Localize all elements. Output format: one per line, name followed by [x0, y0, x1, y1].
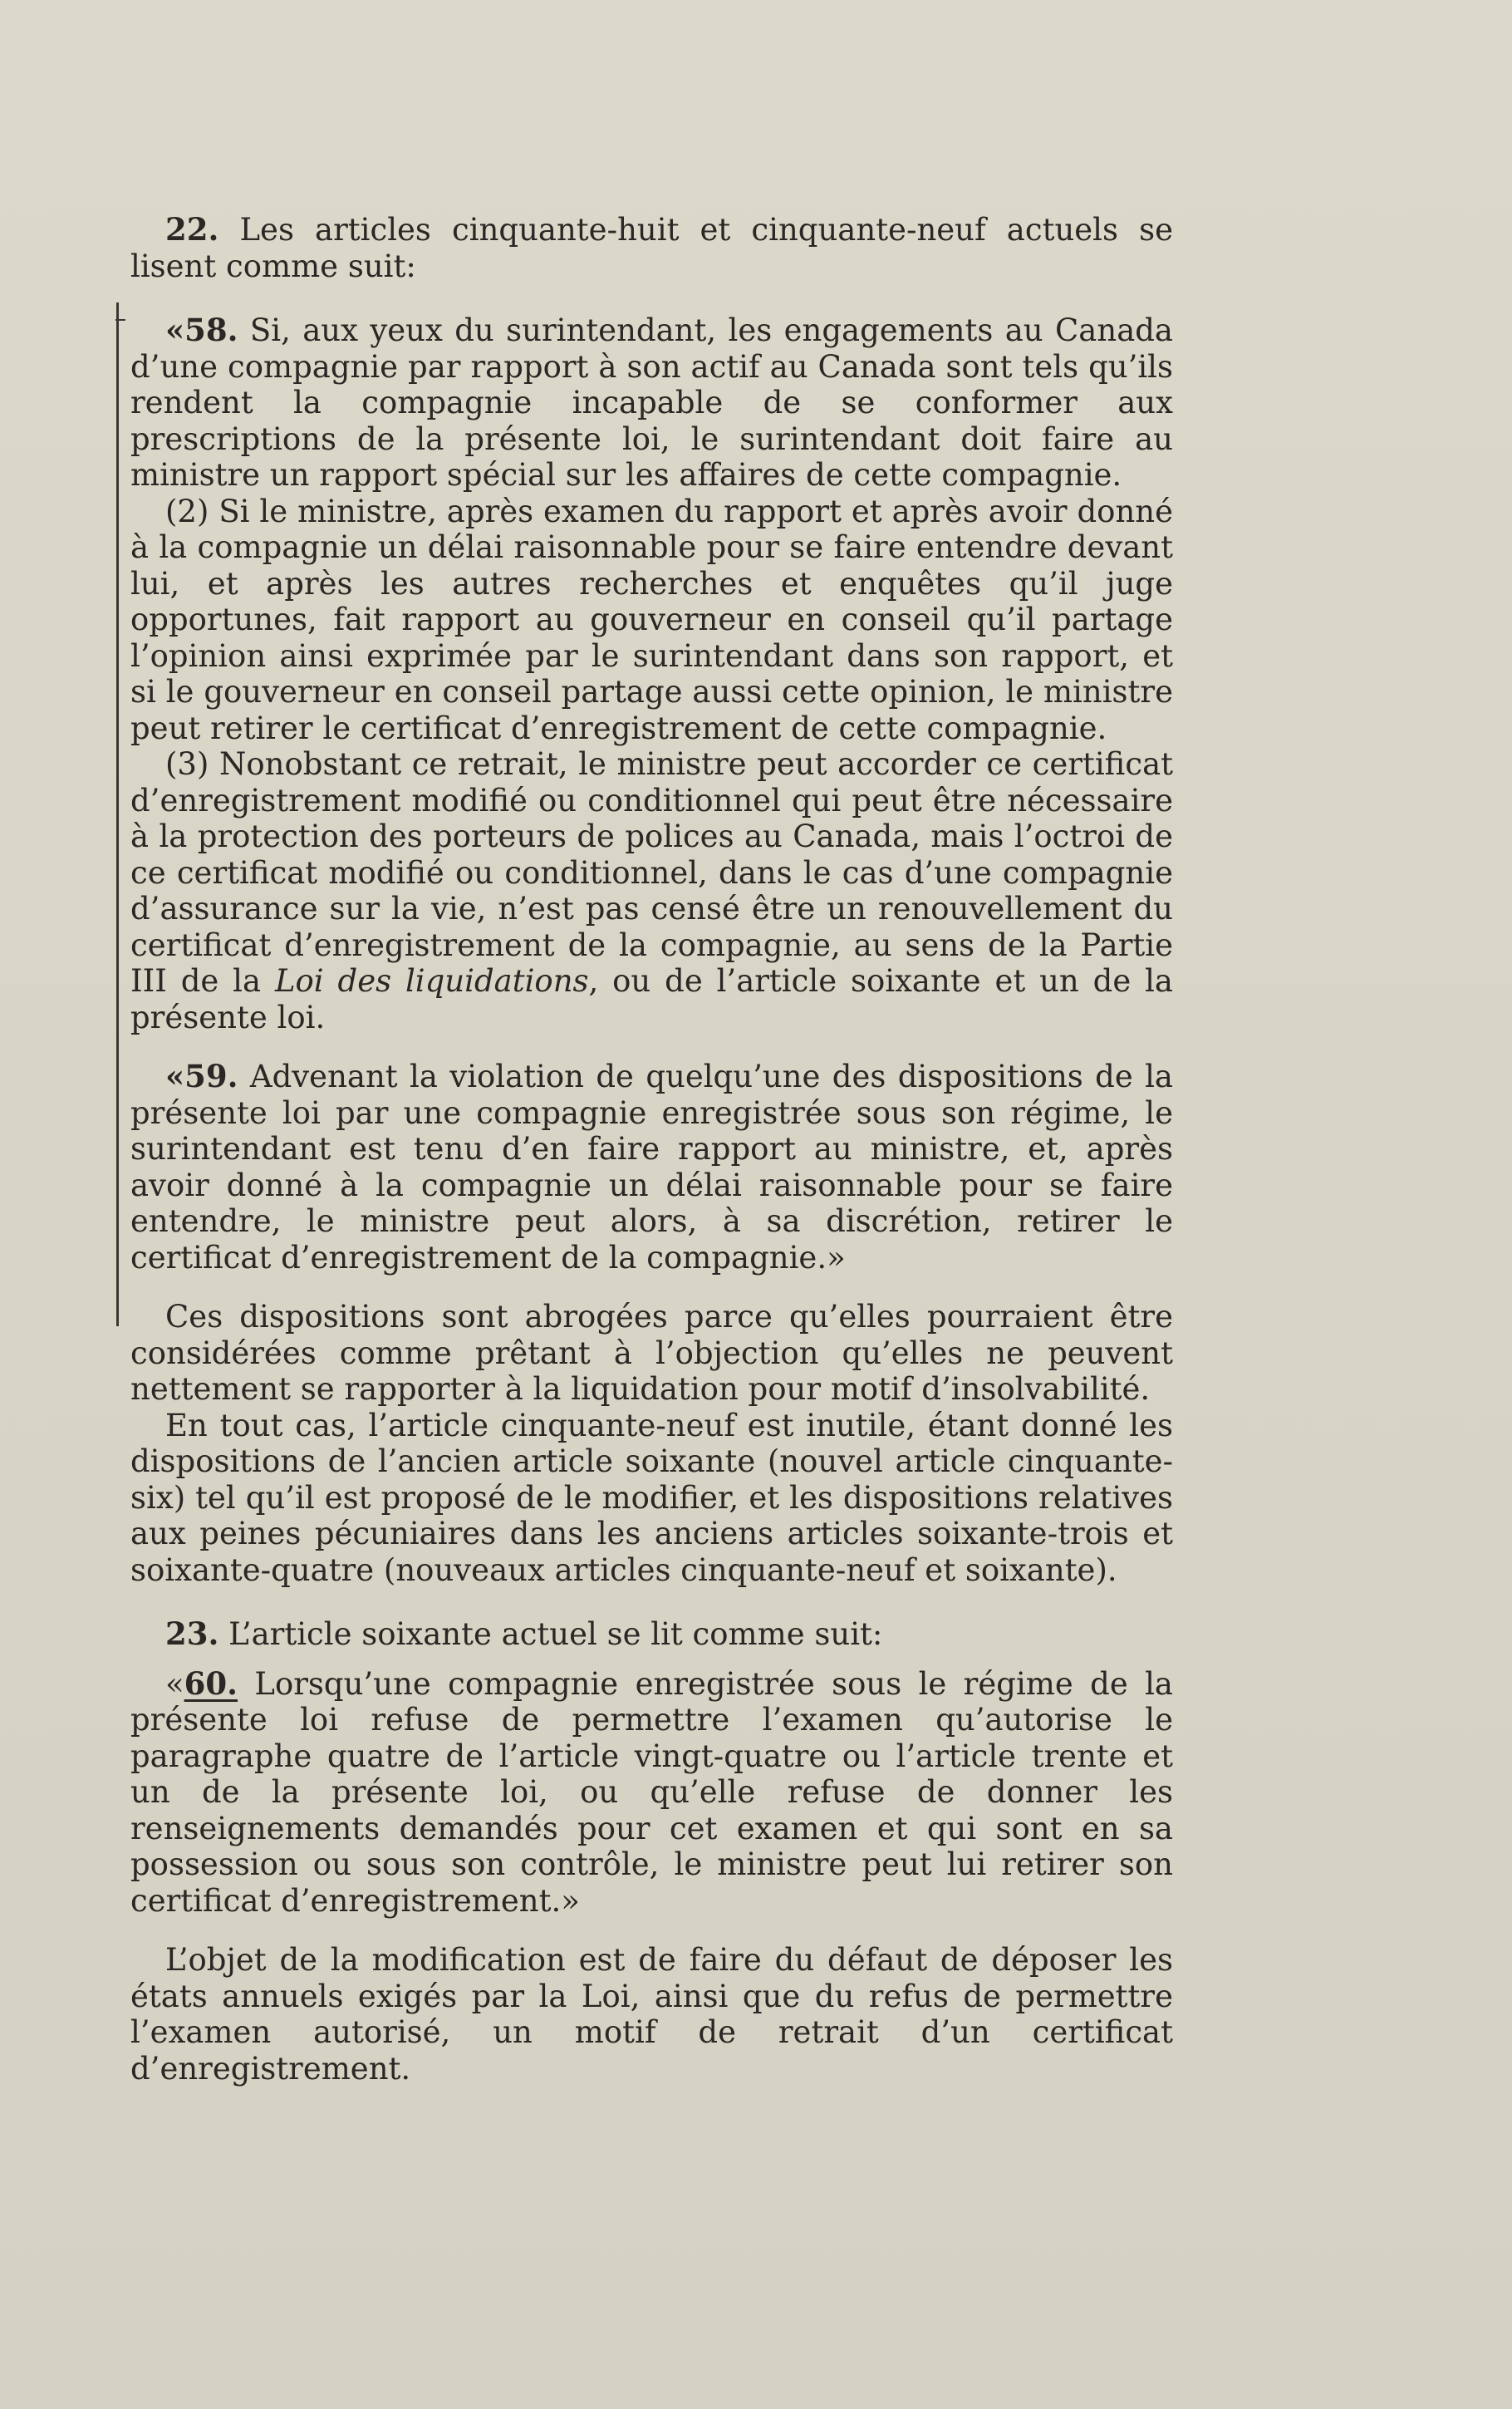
quote-mark: « [165, 1665, 184, 1702]
article-text: Si, aux yeux du surintendant, les engagements au Canada d’une compagnie par rapport à son actif au Canada sont tels qu’ils rendent la compagnie incapable de se conformer aux prescriptions de la présente loi, le surintendant doit faire au ministre un rapport spécial sur les affaires de cette compagnie. [130, 312, 1173, 493]
article-number: «59. [165, 1058, 238, 1094]
article-59 [130, 1059, 1173, 1276]
document-body [130, 212, 1173, 2087]
commentary-paragraph: Ces dispositions sont abrogées parce qu’elles pourraient être considérées comme prêtant à l’objection qu’elles ne peuvent nettement se rapporter à la liquidation pour motif d’insolvabilité. [130, 1299, 1173, 1407]
article-58-paragraph-2: (2) Si le ministre, après examen du rapport et après avoir donné à la compagnie un délai raisonnable pour se faire entendre devant lui, et après les autres recherches et enquêtes qu’il juge opportunes, fait rapport au gouverneur en conseil qu’il partage l’opinion ainsi exprimée par le surintendant dans son rapport, et si le gouverneur en conseil partage aussi cette opinion, le ministre peut retirer le certificat d’enregistrement de cette compagnie. [130, 493, 1173, 746]
section-number: 23. [165, 1615, 219, 1652]
article-number: 60. [184, 1664, 238, 1702]
article-58-paragraph-3 [130, 746, 1173, 1035]
article-58 [130, 312, 1173, 494]
quote-margin-bar [116, 302, 119, 1326]
paragraph-text: (3) Nonobstant ce retrait, le ministre peut accorder ce certificat d’enregistrement modifié ou conditionnel qui peut être nécessaire à la protection des porteurs de polices au Canada, mais l’octroi de ce certificat modifié ou conditionnel, dans le cas d’une compagnie d’assurance sur la vie, n’est pas censé être un renouvellement du certificat d’enregistrement de la compagnie, au sens de la Partie III de la [130, 746, 1173, 999]
law-title: Loi des liquidations [274, 963, 589, 999]
quoted-articles-58-59 [130, 312, 1173, 1276]
section-22-intro [130, 212, 1173, 284]
article-number: «58. [165, 312, 238, 348]
paragraph-text: , ou de l’article soixante et un de la présente loi. [130, 963, 1173, 1035]
article-text: Lorsqu’une compagnie enregistrée sous le régime de la présente loi refuse de permettre l’examen qu’autorise le paragraphe quatre de l’article vingt-quatre ou l’article trente et un de la présente loi, ou qu’elle refuse de donner les renseignements demandés pour cet examen et qui sont en sa possession ou sous son contrôle, le ministre peut lui retirer son certificat d’enregistrement.» [130, 1665, 1173, 1919]
section-intro-text: Les articles cinquante-huit et cinquante-neuf actuels se lisent comme suit: [130, 212, 1173, 284]
article-60 [130, 1666, 1173, 1920]
section-23-intro [130, 1616, 1173, 1653]
commentary-paragraph: L’objet de la modification est de faire du défaut de déposer les états annuels exigés par la Loi, ainsi que du refus de permettre l’examen autorisé, un motif de retrait d’un certificat d’enregistrement. [130, 1942, 1173, 2087]
section-intro-text: L’article soixante actuel se lit comme suit: [218, 1616, 883, 1652]
article-text: Advenant la violation de quelqu’une des dispositions de la présente loi par une compagnie enregistrée sous son régime, le surintendant est tenu d’en faire rapport au ministre, et, après avoir donné à la compagnie un délai raisonnable pour se faire entendre, le ministre peut alors, à sa discrétion, retirer le certificat d’enregistrement de la compagnie.» [130, 1059, 1173, 1276]
commentary-paragraph: En tout cas, l’article cinquante-neuf est inutile, étant donné les dispositions de l’ancien article soixante (nouvel article cinquante-six) tel qu’il est proposé de le modifier, et les dispositions relatives aux peines pécuniaires dans les anciens articles soixante-trois et soixante-quatre (nouveaux articles cinquante-neuf et soixante). [130, 1407, 1173, 1588]
section-number: 22. [165, 211, 219, 248]
